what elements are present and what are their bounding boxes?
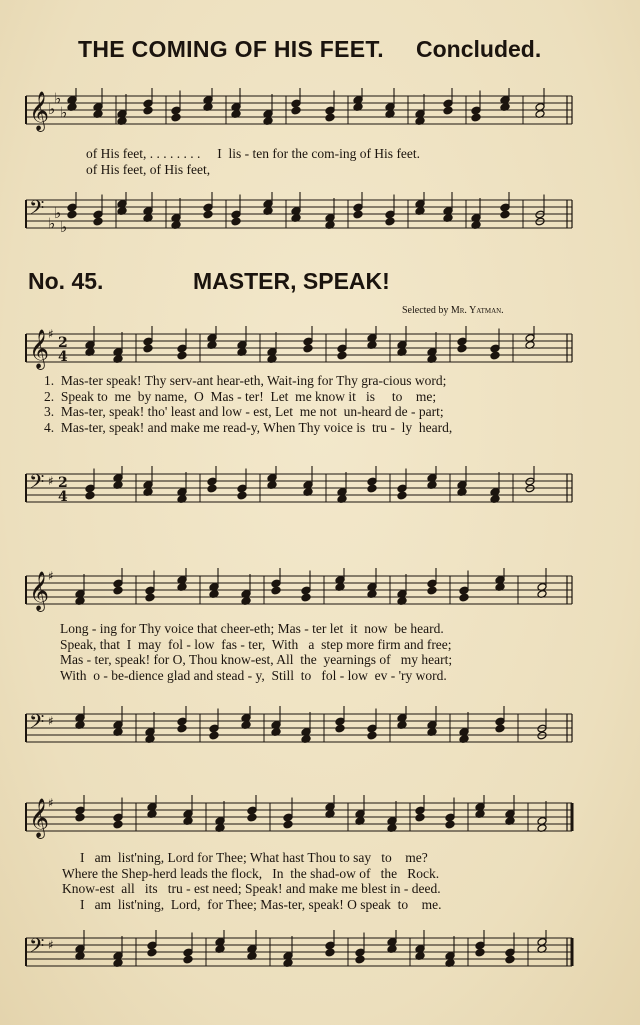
- note-head: [145, 593, 155, 602]
- time-signature-bottom: 4: [58, 489, 68, 505]
- note-head: [457, 344, 467, 353]
- note-head: [143, 344, 153, 353]
- flat-icon: ♭: [54, 89, 62, 108]
- flat-icon: ♭: [48, 100, 56, 118]
- system-3-lyrics: [62, 850, 442, 912]
- note-head: [171, 113, 181, 122]
- system-3-bass-staff: [0, 930, 640, 980]
- system-2-lyrics: [60, 621, 452, 683]
- note-head: [207, 484, 217, 493]
- flat-icon: ♭: [54, 204, 62, 222]
- bass-clef-icon: 𝄢: [29, 710, 45, 738]
- note-head: [445, 820, 455, 829]
- credit-prefix: Selected by: [402, 305, 449, 316]
- note-head: [177, 724, 187, 733]
- sharp-icon: ♯: [48, 327, 54, 341]
- section-title-suffix: Concluded.: [416, 36, 542, 62]
- system-2-treble-staff: [0, 568, 640, 618]
- note-head: [143, 106, 153, 115]
- flat-icon: ♭: [48, 214, 56, 233]
- note-head: [247, 813, 257, 822]
- note-head: [471, 113, 481, 122]
- note-head: [385, 217, 395, 226]
- verse-4-line-2: With o - be-dience glad and stead - y, Still to fol - low ev - 'ry word.: [60, 667, 447, 683]
- sharp-icon: ♯: [48, 714, 54, 728]
- note-head: [415, 813, 425, 822]
- note-head: [353, 210, 363, 219]
- note-head: [67, 210, 77, 219]
- verse-2-line-3: Where the Shep-herd leads the flock, In the shad-ow of the Rock.: [62, 865, 440, 881]
- verse-1-line-1: 1. Mas-ter speak! Thy serv-ant hear-eth, Wait-ing for Thy gra-cious word;: [44, 373, 447, 388]
- note-head: [443, 106, 453, 115]
- note-head: [325, 113, 335, 122]
- note-head: [231, 217, 241, 226]
- flat-icon: ♭: [60, 103, 68, 122]
- note-head: [301, 593, 311, 602]
- note-head: [490, 351, 500, 360]
- note-head: [85, 491, 95, 500]
- treble-clef-icon: 𝄞: [29, 91, 50, 131]
- note-head: [203, 210, 213, 219]
- note-head: [183, 955, 193, 964]
- treble-clef-icon: 𝄞: [29, 798, 50, 838]
- verse-4-line-3: I am list'ning, Lord, for Thee; Mas-ter, speak! O speak to me.: [80, 896, 442, 912]
- note-head: [113, 820, 123, 829]
- note-head: [237, 491, 247, 500]
- note-head: [75, 813, 85, 822]
- note-head: [459, 593, 469, 602]
- flat-icon: ♭: [60, 218, 68, 236]
- note-head: [355, 955, 365, 964]
- top-bass-staff: [0, 192, 640, 242]
- time-signature-top: 2: [58, 335, 68, 351]
- verse-3-line-3: Know-est all its tru - est need; Speak! and make me blest in - deed.: [62, 881, 441, 896]
- time-signature-top: 2: [58, 475, 68, 491]
- hymn-number: No. 45.: [28, 268, 104, 294]
- treble-clef-icon: 𝄞: [29, 329, 50, 369]
- sharp-icon: ♯: [48, 938, 54, 952]
- note-head: [209, 731, 219, 740]
- system-1-lyrics: [44, 373, 452, 435]
- note-head: [177, 351, 187, 360]
- note-head: [113, 586, 123, 595]
- note-head: [495, 724, 505, 733]
- note-head: [427, 586, 437, 595]
- verse-2-line-1: 2. Speak to me by name, O Mas - ter! Let me know it is to me;: [44, 388, 437, 404]
- verse-1-line-3: I am list'ning, Lord for Thee; What hast Thou to say to me?: [80, 850, 428, 865]
- note-head: [147, 948, 157, 957]
- time-signature-bottom: 4: [58, 349, 68, 365]
- note-head: [283, 820, 293, 829]
- verse-1-line-2: Long - ing for Thy voice that cheer-eth; Mas - ter let it now be heard.: [60, 621, 444, 636]
- note-head: [367, 731, 377, 740]
- note-head: [335, 724, 345, 733]
- system-2-bass-staff: [0, 706, 640, 756]
- top-lyrics: [86, 146, 420, 177]
- note-head: [93, 217, 103, 226]
- sharp-icon: ♯: [48, 569, 54, 583]
- note-head: [397, 491, 407, 500]
- section-title: THE COMING OF HIS FEET.: [78, 36, 384, 62]
- composer-credit: [402, 305, 504, 316]
- top-lyrics-line-2: of His feet, of His feet,: [86, 161, 211, 177]
- note-head: [291, 106, 301, 115]
- system-1-bass-staff: [0, 466, 640, 516]
- note-head: [500, 210, 510, 219]
- credit-name: Mr. Yatman.: [450, 305, 504, 316]
- bass-clef-icon: 𝄢: [29, 196, 45, 224]
- bass-clef-icon: 𝄢: [29, 934, 45, 962]
- top-lyrics-line-1: of His feet, . . . . . . . . I lis - ten for the com-ing of His feet.: [86, 146, 421, 161]
- verse-3-line-2: Mas - ter, speak! for O, Thou know-est, All the yearnings of my heart;: [60, 652, 453, 667]
- system-3-treble-staff: [0, 795, 640, 845]
- treble-clef-icon: 𝄞: [29, 571, 50, 611]
- note-head: [505, 955, 515, 964]
- note-head: [367, 484, 377, 493]
- top-treble-staff: [0, 88, 640, 138]
- note-head: [271, 586, 281, 595]
- note-head: [303, 344, 313, 353]
- sharp-icon: ♯: [48, 474, 54, 488]
- verse-3-line-1: 3. Mas-ter, speak! tho' least and low - est, Let me not un-heard de - part;: [44, 404, 444, 419]
- note-head: [475, 948, 485, 957]
- hymn-title: MASTER, SPEAK!: [193, 268, 390, 294]
- sharp-icon: ♯: [48, 796, 54, 810]
- system-1-treble-staff: [0, 326, 640, 376]
- note-head: [337, 351, 347, 360]
- note-head: [325, 948, 335, 957]
- verse-4-line-1: 4. Mas-ter, speak! and make me read-y, When Thy voice is tru - ly heard,: [44, 419, 453, 435]
- verse-2-line-2: Speak, that I may fol - low fas - ter, With a step more firm and free;: [60, 636, 452, 652]
- bass-clef-icon: 𝄢: [29, 470, 45, 498]
